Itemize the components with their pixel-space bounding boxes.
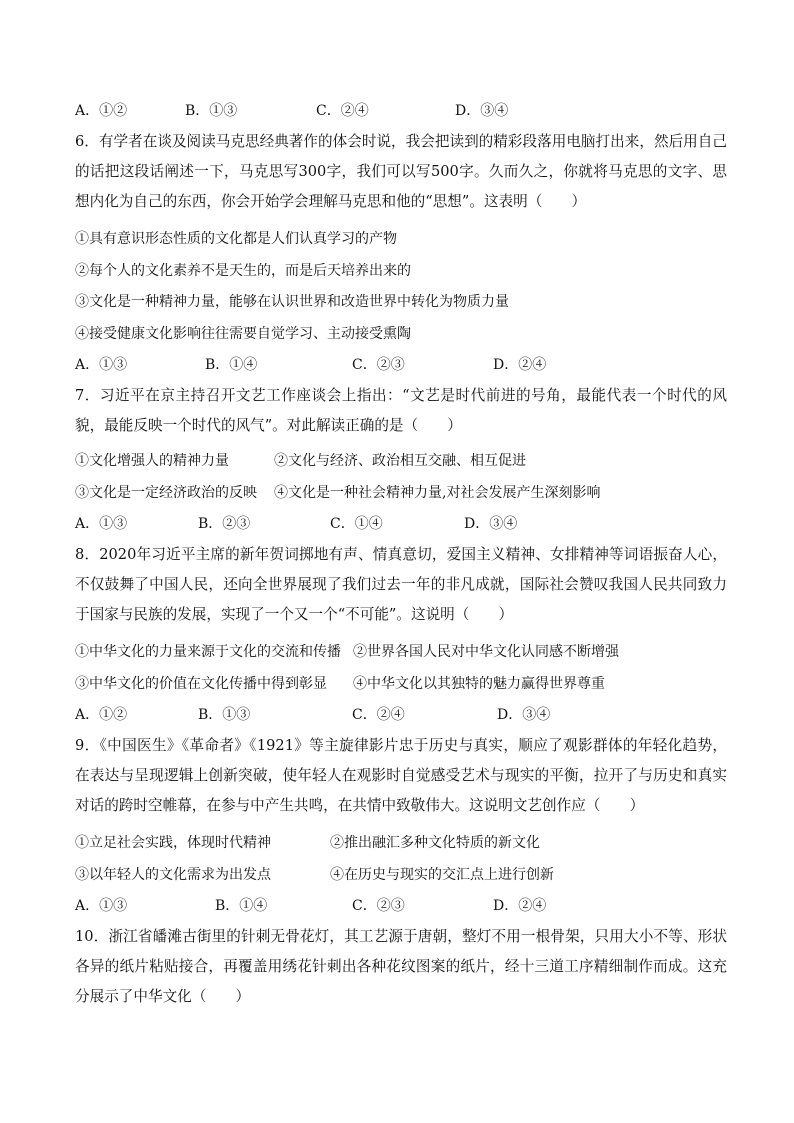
q6-option-1: ①具有意识形态性质的文化都是人们认真学习的产物 — [75, 231, 397, 247]
q9-stem: 9．《中国医生》《革命者》《1921》等主旋律影片忠于历史与真实，顺应了观影群体的年轻化趋势，在表达与呈现逻辑上创新突破，使年轻人在观影时自觉感受艺术与现实的平衡，拉开了与历史和真实对话的跨时空帷幕，在参与中产生共鸣，在共情中致敬伟大。这说明文艺创作应（ ） — [75, 737, 727, 814]
q9-answer-c: C．②③ — [352, 898, 405, 914]
q6-answer-d: D．②④ — [493, 357, 547, 373]
q7-answer-b: B．②③ — [198, 516, 251, 532]
q8-option-4: ④中华文化以其独特的魅力赢得世界尊重 — [353, 676, 605, 692]
q5-answer-c: C．②④ — [316, 103, 369, 119]
q8-answer-row — [0, 705, 794, 725]
q9-answer-row — [0, 896, 794, 916]
q8-option-1: ①中华文化的力量来源于文化的交流和传播 — [75, 644, 341, 660]
q7-option-1: ①文化增强人的精神力量 — [75, 453, 229, 469]
q7-option-3: ③文化是一定经济政治的反映 — [75, 485, 257, 501]
q8-stem: 8．2020年习近平主席的新年贺词掷地有声、情真意切，爱国主义精神、女排精神等词语振奋人心，不仅鼓舞了中国人民，还向全世界展现了我们过去一年的非凡成就，国际社会赞叹我国人民共同致力于国家与民族的发展，实现了一个又一个“不可能”。这说明（ ） — [75, 546, 727, 623]
q6-stem: 6．有学者在谈及阅读马克思经典著作的体会时说，我会把读到的精彩段落用电脑打出来，然后用自己的话把这段话阐述一下，马克思写300字，我们可以写500字。久而久之，你就将马克思的文字、思想内化为自己的东西，你会开始学会理解马克思和他的“思想”。这表明（ ） — [75, 133, 727, 210]
q6-answer-c: C．②③ — [352, 357, 405, 373]
q7-option-2: ②文化与经济、政治相互交融、相互促进 — [274, 453, 526, 469]
q7-answer-c: C．①④ — [330, 516, 383, 532]
q9-option-4: ④在历史与现实的交汇点上进行创新 — [330, 867, 554, 883]
q8-option-3: ③中华文化的价值在文化传播中得到彰显 — [75, 676, 327, 692]
q5-answer-d: D．③④ — [455, 103, 509, 119]
q5-answer-b: B．①③ — [185, 103, 238, 119]
q6-answer-row — [0, 355, 794, 375]
q8-option-2: ②世界各国人民对中华文化认同感不断增强 — [353, 644, 619, 660]
q6-option-2: ②每个人的文化素养不是天生的，而是后天培养出来的 — [75, 263, 411, 279]
q8-answer-d: D．③④ — [497, 707, 551, 723]
q6-answer-b: B．①④ — [205, 357, 258, 373]
q6-option-3: ③文化是一种精神力量，能够在认识世界和改造世界中转化为物质力量 — [75, 294, 509, 310]
q8-answer-a: A．①② — [75, 707, 128, 723]
q7-answer-row — [0, 514, 794, 534]
q7-answer-d: D．③④ — [464, 516, 518, 532]
q7-answer-a: A．①③ — [75, 516, 128, 532]
q7-option-4: ④文化是一种社会精神力量,对社会发展产生深刻影响 — [274, 485, 601, 501]
q10-stem: 10．浙江省皤滩古街里的针刺无骨花灯，其工艺源于唐朝，整灯不用一根骨架，只用大小不等、形状各异的纸片粘贴接合，再覆盖用绣花针刺出各种花纹图案的纸片，经十三道工序精细制作而成。这充分展示了中华文化（ ） — [75, 928, 727, 1005]
q9-answer-d: D．②④ — [493, 898, 547, 914]
q7-stem: 7．习近平在京主持召开文艺工作座谈会上指出：“文艺是时代前进的号角，最能代表一个时代的风貌，最能反映一个时代的风气”。对此解读正确的是（ ） — [75, 387, 727, 434]
q8-answer-b: B．①③ — [198, 707, 251, 723]
q5-answer-a: A．①② — [75, 103, 128, 119]
q5-answer-row — [0, 101, 794, 121]
q9-option-1: ①立足社会实践，体现时代精神 — [75, 835, 271, 851]
q9-option-2: ②推出融汇多种文化特质的新文化 — [330, 835, 540, 851]
q6-option-4: ④接受健康文化影响往往需要自觉学习、主动接受熏陶 — [75, 326, 411, 342]
q6-answer-a: A．①③ — [75, 357, 128, 373]
q9-answer-a: A．①③ — [75, 898, 128, 914]
q9-answer-b: B．①④ — [215, 898, 268, 914]
q9-option-3: ③以年轻人的文化需求为出发点 — [75, 867, 271, 883]
q8-answer-c: C．②④ — [352, 707, 405, 723]
